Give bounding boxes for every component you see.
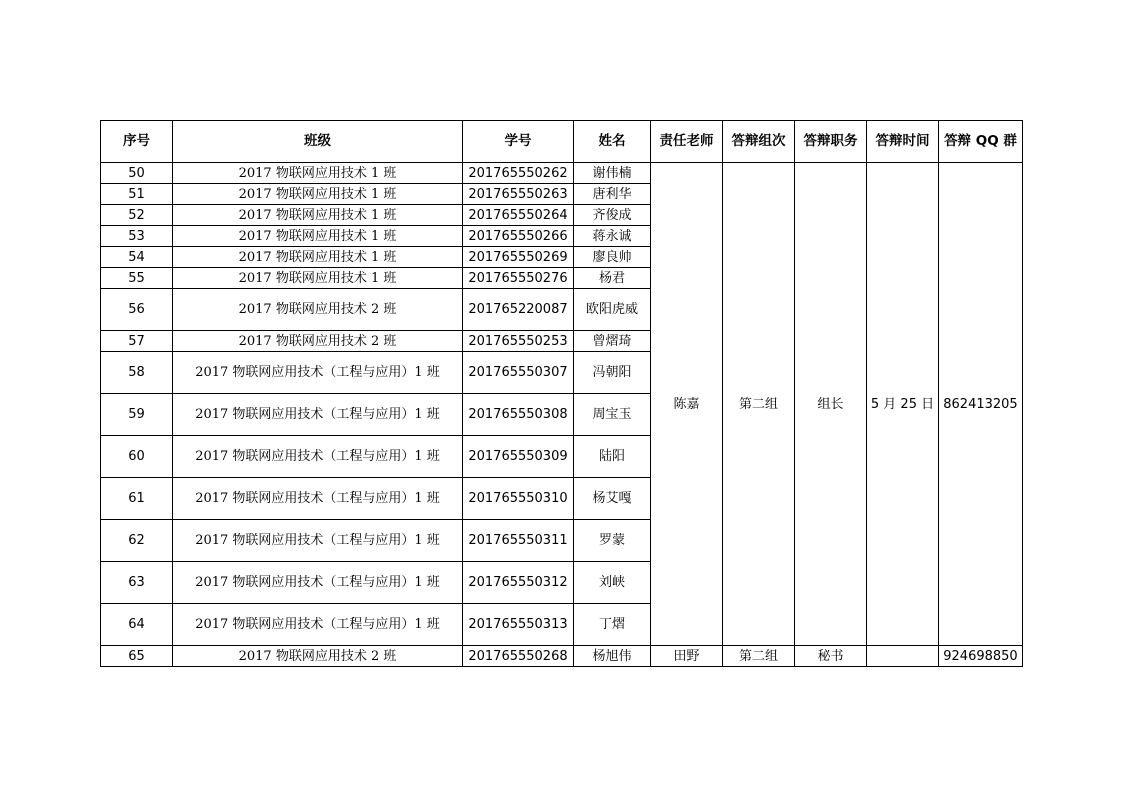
cell-seq: 50 bbox=[101, 163, 173, 184]
cell-student-id: 201765550263 bbox=[463, 184, 574, 205]
cell-class: 2017 物联网应用技术（工程与应用）1 班 bbox=[173, 436, 463, 478]
cell-student-id: 201765550276 bbox=[463, 268, 574, 289]
cell-time: 5 月 25 日 bbox=[867, 163, 939, 646]
cell-name: 罗蒙 bbox=[574, 520, 651, 562]
cell-name: 杨艾嘎 bbox=[574, 478, 651, 520]
cell-seq: 59 bbox=[101, 394, 173, 436]
cell-student-id: 201765550269 bbox=[463, 247, 574, 268]
cell-teacher: 田野 bbox=[651, 646, 723, 667]
cell-student-id: 201765550266 bbox=[463, 226, 574, 247]
cell-seq: 61 bbox=[101, 478, 173, 520]
cell-class: 2017 物联网应用技术 2 班 bbox=[173, 646, 463, 667]
cell-class: 2017 物联网应用技术 2 班 bbox=[173, 289, 463, 331]
cell-name: 蒋永诚 bbox=[574, 226, 651, 247]
cell-seq: 56 bbox=[101, 289, 173, 331]
cell-class: 2017 物联网应用技术（工程与应用）1 班 bbox=[173, 394, 463, 436]
cell-qq: 924698850 bbox=[939, 646, 1023, 667]
header-time: 答辩时间 bbox=[867, 121, 939, 163]
cell-name: 谢伟楠 bbox=[574, 163, 651, 184]
cell-role: 组长 bbox=[795, 163, 867, 646]
cell-student-id: 201765550308 bbox=[463, 394, 574, 436]
cell-name: 丁熠 bbox=[574, 604, 651, 646]
cell-class: 2017 物联网应用技术 1 班 bbox=[173, 163, 463, 184]
cell-name: 周宝玉 bbox=[574, 394, 651, 436]
cell-student-id: 201765550253 bbox=[463, 331, 574, 352]
cell-seq: 60 bbox=[101, 436, 173, 478]
table-row bbox=[101, 163, 1023, 184]
cell-seq: 62 bbox=[101, 520, 173, 562]
cell-seq: 63 bbox=[101, 562, 173, 604]
cell-seq: 57 bbox=[101, 331, 173, 352]
cell-class: 2017 物联网应用技术 1 班 bbox=[173, 226, 463, 247]
table-row bbox=[101, 646, 1023, 667]
cell-seq: 58 bbox=[101, 352, 173, 394]
header-teacher: 责任老师 bbox=[651, 121, 723, 163]
cell-class: 2017 物联网应用技术 1 班 bbox=[173, 205, 463, 226]
cell-seq: 65 bbox=[101, 646, 173, 667]
cell-class: 2017 物联网应用技术（工程与应用）1 班 bbox=[173, 604, 463, 646]
header-row bbox=[101, 121, 1023, 163]
cell-class: 2017 物联网应用技术 2 班 bbox=[173, 331, 463, 352]
cell-student-id: 201765550312 bbox=[463, 562, 574, 604]
defense-schedule-table bbox=[100, 120, 1023, 667]
cell-class: 2017 物联网应用技术（工程与应用）1 班 bbox=[173, 562, 463, 604]
cell-class: 2017 物联网应用技术 1 班 bbox=[173, 247, 463, 268]
header-qq: 答辩 QQ 群 bbox=[939, 121, 1023, 163]
cell-group: 第二组 bbox=[723, 163, 795, 646]
cell-name: 杨旭伟 bbox=[574, 646, 651, 667]
cell-teacher: 陈嘉 bbox=[651, 163, 723, 646]
header-group: 答辩组次 bbox=[723, 121, 795, 163]
cell-name: 陆阳 bbox=[574, 436, 651, 478]
header-seq: 序号 bbox=[101, 121, 173, 163]
cell-class: 2017 物联网应用技术 1 班 bbox=[173, 268, 463, 289]
cell-qq: 862413205 bbox=[939, 163, 1023, 646]
cell-student-id: 201765550264 bbox=[463, 205, 574, 226]
cell-name: 刘峡 bbox=[574, 562, 651, 604]
cell-name: 杨君 bbox=[574, 268, 651, 289]
cell-student-id: 201765550307 bbox=[463, 352, 574, 394]
cell-class: 2017 物联网应用技术（工程与应用）1 班 bbox=[173, 478, 463, 520]
header-role: 答辩职务 bbox=[795, 121, 867, 163]
cell-class: 2017 物联网应用技术（工程与应用）1 班 bbox=[173, 352, 463, 394]
cell-seq: 55 bbox=[101, 268, 173, 289]
cell-role: 秘书 bbox=[795, 646, 867, 667]
cell-time bbox=[867, 646, 939, 667]
cell-student-id: 201765550309 bbox=[463, 436, 574, 478]
cell-name: 唐利华 bbox=[574, 184, 651, 205]
cell-student-id: 201765550262 bbox=[463, 163, 574, 184]
header-student-id: 学号 bbox=[463, 121, 574, 163]
cell-student-id: 201765220087 bbox=[463, 289, 574, 331]
cell-seq: 64 bbox=[101, 604, 173, 646]
cell-seq: 52 bbox=[101, 205, 173, 226]
cell-student-id: 201765550311 bbox=[463, 520, 574, 562]
cell-name: 齐俊成 bbox=[574, 205, 651, 226]
cell-group: 第二组 bbox=[723, 646, 795, 667]
cell-name: 廖良帅 bbox=[574, 247, 651, 268]
cell-class: 2017 物联网应用技术（工程与应用）1 班 bbox=[173, 520, 463, 562]
cell-seq: 54 bbox=[101, 247, 173, 268]
cell-student-id: 201765550313 bbox=[463, 604, 574, 646]
header-class: 班级 bbox=[173, 121, 463, 163]
cell-seq: 53 bbox=[101, 226, 173, 247]
cell-class: 2017 物联网应用技术 1 班 bbox=[173, 184, 463, 205]
header-name: 姓名 bbox=[574, 121, 651, 163]
cell-name: 曾熠琦 bbox=[574, 331, 651, 352]
cell-seq: 51 bbox=[101, 184, 173, 205]
cell-name: 欧阳虎威 bbox=[574, 289, 651, 331]
cell-name: 冯朝阳 bbox=[574, 352, 651, 394]
cell-student-id: 201765550268 bbox=[463, 646, 574, 667]
cell-student-id: 201765550310 bbox=[463, 478, 574, 520]
